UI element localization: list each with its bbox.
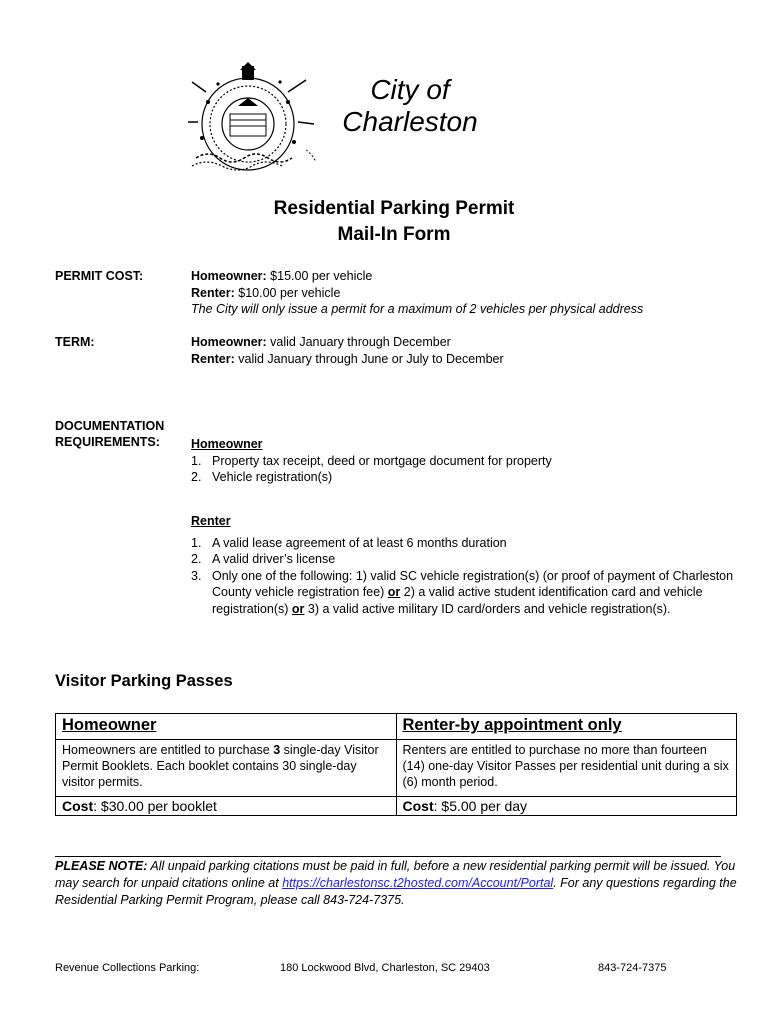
documentation-renter [191,513,739,617]
term-renter-value: valid January through June or July to December [234,351,504,366]
or-emphasis: or [387,585,401,599]
term-renter-label: Renter: [191,351,235,366]
permit-cost-renter-value: $10.00 per vehicle [234,285,341,300]
form-title-line1: Residential Parking Permit [273,198,515,219]
permit-cost-homeowner [191,268,643,285]
list-item-text: Vehicle registration(s) [212,470,333,484]
permit-cost-label: PERMIT COST: [55,269,144,283]
renter-cost-value: : $5.00 per day [433,798,528,814]
list-item-text: Property tax receipt, deed or mortgage document for property [212,453,552,468]
list-item-number: 2. [191,470,202,484]
term-homeowner-value: valid January through December [266,335,451,349]
please-note-text2: . For any questions regarding the Residential Parking Permit Program, please call 843-724-7375. [55,876,737,907]
cost-label: Cost [402,798,434,814]
renter-visitor-description: Renters are entitled to purchase no more than fourteen (14) one-day Visitor Passes per residential unit during a six (6) month period. [396,740,737,797]
visitor-section-title: Visitor Parking Passes [55,672,233,690]
please-note [55,858,745,909]
list-item-number: 2. [191,552,202,566]
term-details [191,334,504,367]
renter-heading: Renter [191,514,231,528]
city-title-line2: Charleston [342,106,478,137]
list-item-number: 1. [191,453,202,468]
list-item-number: 3. [191,568,202,583]
footer-phone: 843-724-7375 [598,962,667,974]
cost-label: Cost [62,798,94,814]
documentation-homeowner [191,436,739,486]
please-note-text1: All unpaid parking citations must be paid in full, before a new residential parking permit will be issued. You may search for unpaid citations online at [55,859,736,890]
permit-cost-details [191,268,643,318]
list-item-text: A valid driver’s license [212,552,336,566]
homeowner-requirements-list [191,453,739,486]
list-item [191,453,739,470]
list-item-text: A valid lease agreement of at least 6 months duration [212,535,507,550]
city-seal-icon [188,62,318,180]
footer-department: Revenue Collections Parking: [55,962,200,974]
table-header-row [56,714,737,740]
homeowner-heading: Homeowner [191,437,263,451]
documentation-label [55,418,164,450]
homeowner-booklet-count: 3 [273,743,281,757]
renter-column-title: Renter-by appointment only [402,716,622,734]
homeowner-text-before: Homeowners are entitled to purchase [62,743,274,757]
term-homeowner [191,334,504,351]
city-title-line1: City of [370,74,450,105]
permit-cost-homeowner-value: $15.00 per vehicle [266,269,373,283]
documentation-label-line1: DOCUMENTATION [55,419,165,433]
list-item-text-part1: Only one of the following: 1) valid SC vehicle registration(s) (or proof of payment of Charleston County vehicle registration fee) [212,568,734,599]
visitor-passes-table [55,713,737,816]
renter-requirements-list [191,535,739,618]
documentation-label-line2: REQUIREMENTS: [55,435,160,449]
list-item-number: 1. [191,535,202,550]
permit-cost-homeowner-label: Homeowner: [191,269,267,283]
renter-cost-cell [396,797,737,816]
permit-cost-note: The City will only issue a permit for a maximum of 2 vehicles per physical address [191,302,644,316]
renter-column-header [396,714,737,740]
term-label: TERM: [55,335,95,349]
table-row [56,740,737,797]
homeowner-text-after: single-day Visitor Permit Booklets. Each booklet contains 30 single-day visitor permits. [62,743,379,789]
form-title-line2: Mail-In Form [337,224,451,245]
table-row [56,797,737,816]
city-title [330,74,490,138]
permit-cost-renter [191,285,643,302]
homeowner-cost-cell [56,797,397,816]
term-homeowner-label: Homeowner: [191,335,267,349]
or-emphasis: or [291,601,305,616]
list-item [191,535,739,552]
list-item [191,469,739,486]
citations-portal-link[interactable]: https://charlestonsc.t2hosted.com/Account/Portal [282,876,554,890]
list-item [191,551,739,568]
list-item-text-part2: 2) a valid active student identification card and vehicle registration(s) [212,585,703,616]
permit-cost-renter-label: Renter: [191,285,235,300]
please-note-label: PLEASE NOTE: [55,859,148,873]
list-item [191,568,739,618]
form-title [0,196,770,248]
homeowner-column-header [56,714,397,740]
homeowner-cost-value: : $30.00 per booklet [93,798,217,814]
note-divider [55,856,721,857]
footer-address: 180 Lockwood Blvd, Charleston, SC 29403 [280,962,490,974]
homeowner-column-title: Homeowner [62,716,157,734]
homeowner-visitor-description [56,740,397,797]
list-item-text-part3: 3) a valid active military ID card/orders and vehicle registration(s). [304,601,671,616]
term-renter [191,351,504,368]
